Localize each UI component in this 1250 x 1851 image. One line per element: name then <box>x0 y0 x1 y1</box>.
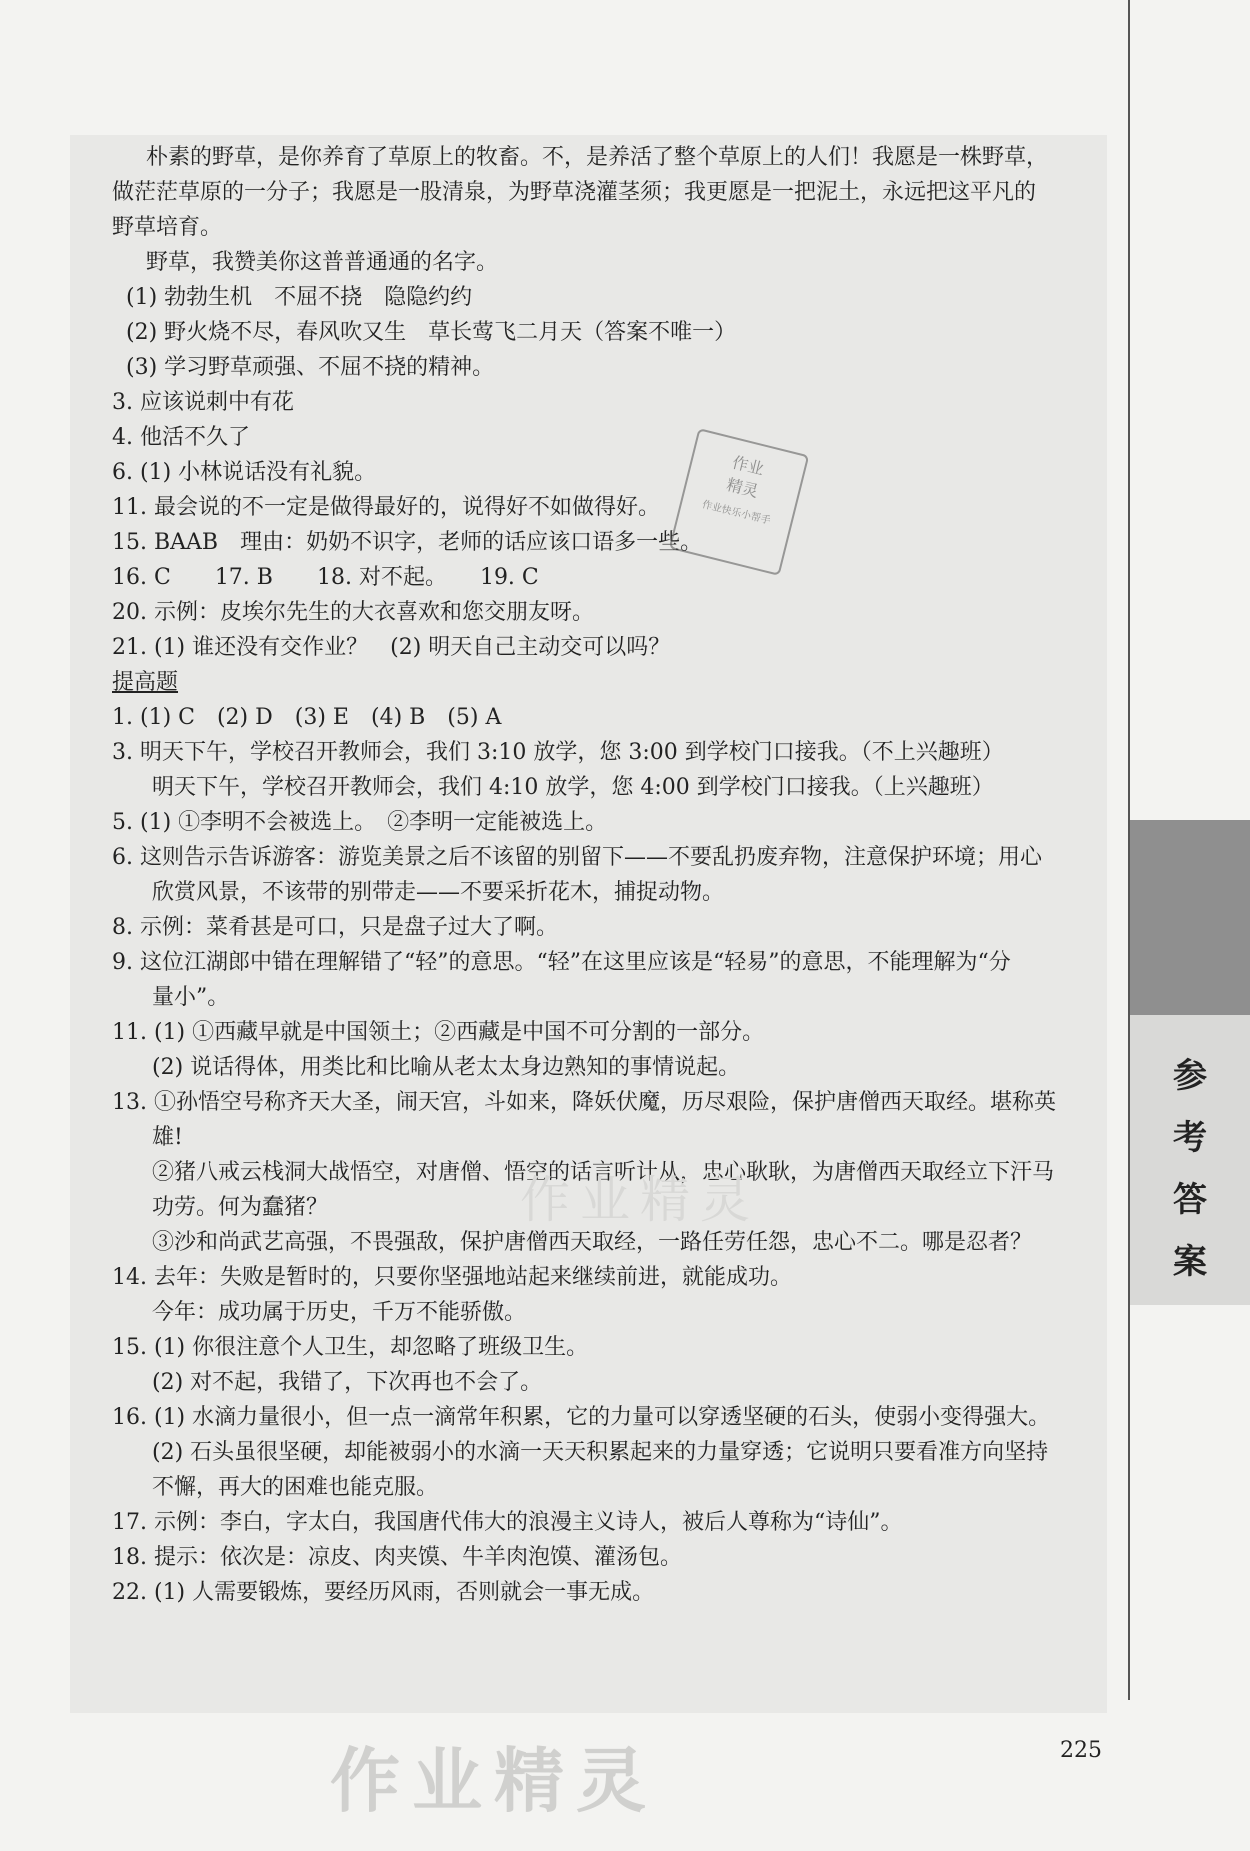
answer-line: 4. 他活不久了 <box>112 425 250 450</box>
answer-line: 11. 最会说的不一定是做得最好的，说得好不如做得好。 <box>112 495 660 520</box>
answer-line: ②猪八戒云栈洞大战悟空，对唐僧、悟空的话言听计从，忠心耿耿，为唐僧西天取经立下汗马 <box>152 1160 1055 1185</box>
answer-text <box>112 140 1102 1610</box>
answer-line: (3) 学习野草顽强、不屈不挠的精神。 <box>126 355 495 380</box>
paragraph-line: 野草，我赞美你这普普通通的名字。 <box>146 250 499 275</box>
paragraph-line: 做茫茫草原的一分子；我愿是一股清泉，为野草浇灌茎须；我更愿是一把泥土，永远把这平凡的 <box>112 180 1037 205</box>
answer-line: 21. (1) 谁还没有交作业？ (2) 明天自己主动交可以吗？ <box>112 635 671 660</box>
stamp-line: 作业快乐小帮手 <box>700 499 772 527</box>
answer-line: 20. 示例：皮埃尔先生的大衣喜欢和您交朋友呀。 <box>112 600 594 625</box>
paragraph-line: 野草培育。 <box>112 215 223 240</box>
section-heading <box>112 665 1102 700</box>
side-tab-char: 考 <box>1173 1118 1207 1158</box>
answer-line: 6. (1) 小林说话没有礼貌。 <box>112 460 377 485</box>
answer-line: 今年：成功属于历史，千万不能骄傲。 <box>152 1300 527 1325</box>
answer-line: 16. (1) 水滴力量很小，但一点一滴常年积累，它的力量可以穿透坚硬的石头，使弱小变得强大。 <box>112 1405 1051 1430</box>
answer-line: 15. (1) 你很注意个人卫生，却忽略了班级卫生。 <box>112 1335 589 1360</box>
answer-line: 6. 这则告示告诉游客：游览美景之后不该留的别留下——不要乱扔废弃物，注意保护环境；用心 <box>112 845 1042 870</box>
answer-line: ③沙和尚武艺高强，不畏强敌，保护唐僧西天取经，一路任劳任怨，忠心不二。哪是忍者？ <box>152 1230 1033 1255</box>
answer-line: (1) 勃勃生机 不屈不挠 隐隐约约 <box>126 285 473 310</box>
stamp-line: 作业 <box>730 452 766 479</box>
answer-line: 明天下午，学校召开教师会，我们 4:10 放学，您 4:00 到学校门口接我。（上兴趣班） <box>152 775 994 800</box>
answer-line: 13. ①孙悟空号称齐天大圣，闹天宫，斗如来，降妖伏魔，历尽艰险，保护唐僧西天取经。堪称英 <box>112 1090 1056 1115</box>
answer-line: (2) 对不起，我错了，下次再也不会了。 <box>152 1370 543 1395</box>
side-tab-dark <box>1130 820 1250 1015</box>
answer-line: (2) 野火烧不尽，春风吹又生 草长莺飞二月天（答案不唯一） <box>126 320 737 345</box>
answer-line: 18. 提示：依次是：凉皮、肉夹馍、牛羊肉泡馍、灌汤包。 <box>112 1545 682 1570</box>
side-tab-char: 答 <box>1173 1180 1207 1220</box>
answer-line: 11. (1) ①西藏早就是中国领土；②西藏是中国不可分割的一部分。 <box>112 1020 765 1045</box>
answer-line: 功劳。何为蠢猪？ <box>152 1195 329 1220</box>
answer-line: 16. C 17. B 18. 对不起。 19. C <box>112 565 539 590</box>
answer-line: 欣赏风景，不该带的别带走——不要采折花木，捕捉动物。 <box>152 880 725 905</box>
answer-line: 雄! <box>152 1125 183 1150</box>
answer-line: 22. (1) 人需要锻炼，要经历风雨，否则就会一事无成。 <box>112 1580 655 1605</box>
answer-line: 8. 示例：菜肴甚是可口，只是盘子过大了啊。 <box>112 915 558 940</box>
side-tab-label <box>1140 1045 1240 1293</box>
section-heading-text: 提高题 <box>112 670 179 695</box>
side-tab-char: 参 <box>1173 1056 1207 1096</box>
watermark-faint: 作业精灵 <box>520 1171 760 1229</box>
answer-line: 17. 示例：李白，字太白，我国唐代伟大的浪漫主义诗人，被后人尊称为“诗仙”。 <box>112 1510 903 1535</box>
answer-line: 9. 这位江湖郎中错在理解错了“轻”的意思。“轻”在这里应该是“轻易”的意思，不能理解为“分 <box>112 950 1011 975</box>
stamp-line: 精灵 <box>724 474 761 502</box>
answer-line: (2) 说话得体，用类比和比喻从老太太身边熟知的事情说起。 <box>152 1055 741 1080</box>
watermark-bottom: 作业精灵 <box>330 1740 658 1822</box>
answer-line: 不懈，再大的困难也能克服。 <box>152 1475 439 1500</box>
answer-line: 3. 明天下午，学校召开教师会，我们 3:10 放学，您 3:00 到学校门口接我。（不上兴趣班） <box>112 740 1004 765</box>
answer-line: 1. (1) C (2) D (3) E (4) B (5) A <box>112 705 502 730</box>
answer-line: 3. 应该说刺中有花 <box>112 390 294 415</box>
answer-line: 15. BAAB 理由：奶奶不识字，老师的话应该口语多一些。 <box>112 530 703 555</box>
answer-line: 14. 去年：失败是暂时的，只要你坚强地站起来继续前进，就能成功。 <box>112 1265 792 1290</box>
answer-line: 量小”。 <box>152 985 230 1010</box>
page-number: 225 <box>1060 1738 1102 1763</box>
side-tab-char: 案 <box>1173 1242 1207 1282</box>
answer-line: 5. (1) ①李明不会被选上。 ②李明一定能被选上。 <box>112 810 608 835</box>
paragraph-line: 朴素的野草，是你养育了草原上的牧畜。不，是养活了整个草原上的人们！我愿是一株野草， <box>146 145 1049 170</box>
answer-line: (2) 石头虽很坚硬，却能被弱小的水滴一天天积累起来的力量穿透；它说明只要看准方向坚持 <box>152 1440 1049 1465</box>
